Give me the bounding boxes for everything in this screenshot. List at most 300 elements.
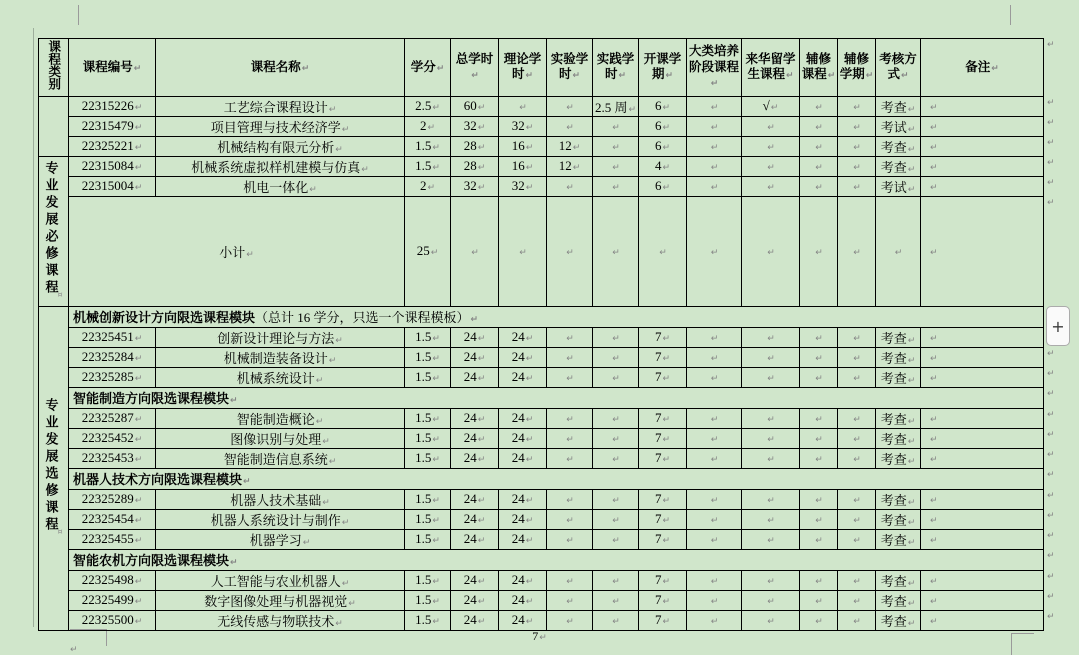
cell-lab[interactable] <box>547 509 593 529</box>
cell-name[interactable] <box>156 136 405 156</box>
cell-empty[interactable] <box>876 196 921 306</box>
category-cell-required[interactable] <box>39 156 69 306</box>
cell-total[interactable] <box>451 590 499 610</box>
cell-theory[interactable] <box>499 590 547 610</box>
cell-minor_course[interactable] <box>800 509 838 529</box>
cell-credits[interactable] <box>405 489 451 509</box>
cell-international[interactable] <box>742 448 800 468</box>
cell-semester[interactable] <box>639 136 687 156</box>
cell-category_training[interactable] <box>687 408 742 428</box>
cell-minor_semester[interactable] <box>838 96 876 116</box>
pilcrow-mark: ↵ <box>827 71 836 82</box>
cell-remark[interactable] <box>921 156 1044 176</box>
cell-theory[interactable] <box>499 96 547 116</box>
cell-theory[interactable] <box>499 136 547 156</box>
cell-practice[interactable] <box>593 176 639 196</box>
cell-semester[interactable] <box>639 448 687 468</box>
cell-lab[interactable] <box>547 428 593 448</box>
pilcrow-mark: ↵ <box>328 355 337 366</box>
cell-practice[interactable] <box>593 367 639 387</box>
cell-international[interactable] <box>742 509 800 529</box>
cell-assessment[interactable] <box>876 408 921 428</box>
cell-category_training[interactable] <box>687 610 742 630</box>
cell-theory[interactable] <box>499 176 547 196</box>
cell-remark[interactable] <box>921 347 1044 367</box>
cell-practice[interactable] <box>593 327 639 347</box>
cell-code[interactable] <box>69 116 156 136</box>
cell-minor_semester[interactable] <box>838 489 876 509</box>
cell-theory[interactable] <box>499 428 547 448</box>
cell-credits[interactable] <box>405 590 451 610</box>
cell-code[interactable] <box>69 610 156 630</box>
cell-international[interactable] <box>742 590 800 610</box>
cell-text: 机械制造装备设计 <box>223 350 328 366</box>
cell-name[interactable] <box>156 428 405 448</box>
cell-name[interactable] <box>156 367 405 387</box>
cell-remark[interactable] <box>921 610 1044 630</box>
cell-practice[interactable] <box>593 96 639 116</box>
cell-category_training[interactable] <box>687 327 742 347</box>
cell-code[interactable] <box>69 176 156 196</box>
cell-theory[interactable] <box>499 156 547 176</box>
cell-total[interactable] <box>451 509 499 529</box>
header-col-2[interactable] <box>156 39 405 97</box>
header-col-1[interactable] <box>69 39 156 97</box>
cell-assessment[interactable] <box>876 529 921 549</box>
cell-credits[interactable] <box>405 509 451 529</box>
cell-practice[interactable] <box>593 529 639 549</box>
cell-theory[interactable] <box>499 367 547 387</box>
cell-assessment[interactable] <box>876 176 921 196</box>
cell-text: 24 <box>463 369 477 385</box>
cell-credits[interactable] <box>405 116 451 136</box>
cell-international[interactable] <box>742 327 800 347</box>
cell-category_training[interactable] <box>687 367 742 387</box>
cell-lab[interactable] <box>547 136 593 156</box>
cell-code[interactable] <box>69 590 156 610</box>
header-col-7[interactable] <box>593 39 639 97</box>
cell-assessment[interactable] <box>876 489 921 509</box>
cell-minor_course[interactable] <box>800 590 838 610</box>
cell-name[interactable] <box>156 327 405 347</box>
cell-remark[interactable] <box>921 448 1044 468</box>
cell-semester[interactable] <box>639 570 687 590</box>
cell-minor_semester[interactable] <box>838 610 876 630</box>
header-col-14[interactable] <box>921 39 1044 97</box>
cell-lab[interactable] <box>547 176 593 196</box>
cell-code[interactable] <box>69 136 156 156</box>
cell-minor_semester[interactable] <box>838 408 876 428</box>
cell-international[interactable] <box>742 428 800 448</box>
cell-text: （总计 16 学分，只选一个课程模板） <box>255 310 470 326</box>
cell-minor_course[interactable] <box>800 367 838 387</box>
cell-total[interactable] <box>451 367 499 387</box>
cell-international[interactable] <box>742 116 800 136</box>
pilcrow-mark: ↵ <box>815 415 823 426</box>
cell-name[interactable] <box>156 590 405 610</box>
cell-practice[interactable] <box>593 136 639 156</box>
cell-semester[interactable] <box>639 489 687 509</box>
cell-practice[interactable] <box>593 509 639 529</box>
cell-assessment[interactable] <box>876 156 921 176</box>
cell-theory[interactable] <box>499 347 547 367</box>
cell-minor_course[interactable] <box>800 448 838 468</box>
cell-remark[interactable] <box>921 428 1044 448</box>
cell-category_training[interactable] <box>687 116 742 136</box>
cell-code[interactable] <box>69 428 156 448</box>
cell-international[interactable] <box>742 610 800 630</box>
cell-assessment[interactable] <box>876 448 921 468</box>
insert-plus-button[interactable]: + <box>1046 306 1070 346</box>
cell-minor_semester[interactable] <box>838 590 876 610</box>
cell-category_training[interactable] <box>687 590 742 610</box>
cell-category_training[interactable] <box>687 489 742 509</box>
cell-minor_semester[interactable] <box>838 428 876 448</box>
cell-code[interactable] <box>69 448 156 468</box>
cell-category_training[interactable] <box>687 156 742 176</box>
cell-assessment[interactable] <box>876 590 921 610</box>
cell-semester[interactable] <box>639 610 687 630</box>
cell-practice[interactable] <box>593 448 639 468</box>
cell-lab[interactable] <box>547 489 593 509</box>
module-title-cell[interactable] <box>69 549 1044 570</box>
cell-name[interactable] <box>156 570 405 590</box>
cell-minor_course[interactable] <box>800 156 838 176</box>
cell-minor_course[interactable] <box>800 136 838 156</box>
cell-international[interactable] <box>742 176 800 196</box>
cell-empty[interactable] <box>593 196 639 306</box>
cell-empty[interactable] <box>451 196 499 306</box>
header-col-11[interactable] <box>800 39 838 97</box>
pilcrow-mark: ↵ <box>907 355 916 366</box>
cell-credits[interactable] <box>405 367 451 387</box>
cell-international[interactable] <box>742 367 800 387</box>
cell-name[interactable] <box>156 509 405 529</box>
cell-theory[interactable] <box>499 610 547 630</box>
pilcrow-mark: ↵ <box>865 71 874 82</box>
cell-category_training[interactable] <box>687 136 742 156</box>
cell-lab[interactable] <box>547 570 593 590</box>
cell-text: 22325287 <box>81 410 134 426</box>
cell-credits[interactable] <box>405 428 451 448</box>
cell-international[interactable] <box>742 489 800 509</box>
cell-semester[interactable] <box>639 428 687 448</box>
cell-name[interactable] <box>156 176 405 196</box>
row-end-pilcrow: ↵ <box>1047 118 1055 128</box>
cell-practice[interactable] <box>593 408 639 428</box>
cell-remark[interactable] <box>921 590 1044 610</box>
cell-practice[interactable] <box>593 610 639 630</box>
cell-international[interactable] <box>742 96 800 116</box>
cell-assessment[interactable] <box>876 570 921 590</box>
module-title-cell[interactable] <box>69 387 1044 408</box>
header-col-3[interactable] <box>405 39 451 97</box>
cell-name[interactable] <box>156 448 405 468</box>
cell-total[interactable] <box>451 96 499 116</box>
cell-total[interactable] <box>451 156 499 176</box>
cell-name[interactable] <box>156 116 405 136</box>
cell-minor_course[interactable] <box>800 96 838 116</box>
cell-credits[interactable] <box>405 448 451 468</box>
cell-minor_semester[interactable] <box>838 116 876 136</box>
cell-code[interactable] <box>69 570 156 590</box>
cell-minor_semester[interactable] <box>838 156 876 176</box>
cell-total[interactable] <box>451 428 499 448</box>
cell-lab[interactable] <box>547 529 593 549</box>
cell-code[interactable] <box>69 96 156 116</box>
cell-practice[interactable] <box>593 347 639 367</box>
cell-code[interactable] <box>69 529 156 549</box>
cell-total[interactable] <box>451 570 499 590</box>
cell-practice[interactable] <box>593 570 639 590</box>
cell-lab[interactable] <box>547 590 593 610</box>
cell-name[interactable] <box>156 408 405 428</box>
cell-minor_semester[interactable] <box>838 347 876 367</box>
cell-practice[interactable] <box>593 156 639 176</box>
cell-code[interactable] <box>69 347 156 367</box>
cell-theory[interactable] <box>499 327 547 347</box>
cell-assessment[interactable] <box>876 509 921 529</box>
cell-minor_semester[interactable] <box>838 327 876 347</box>
cell-lab[interactable] <box>547 156 593 176</box>
cell-assessment[interactable] <box>876 327 921 347</box>
cell-credits[interactable] <box>405 347 451 367</box>
cell-assessment[interactable] <box>876 610 921 630</box>
cell-total[interactable] <box>451 529 499 549</box>
cell-international[interactable] <box>742 529 800 549</box>
cell-empty[interactable] <box>800 196 838 306</box>
cell-text: 2 <box>419 178 427 194</box>
cell-credits[interactable] <box>405 176 451 196</box>
cell-semester[interactable] <box>639 509 687 529</box>
cell-text: 24 <box>463 430 477 446</box>
cell-minor_semester[interactable] <box>838 570 876 590</box>
cell-semester[interactable] <box>639 156 687 176</box>
header-col-13[interactable] <box>876 39 921 97</box>
cell-remark[interactable] <box>921 196 1044 306</box>
cell-empty[interactable] <box>499 196 547 306</box>
cell-credits[interactable] <box>405 327 451 347</box>
cell-credits[interactable] <box>405 408 451 428</box>
cell-code[interactable] <box>69 156 156 176</box>
cell-name[interactable] <box>156 610 405 630</box>
cell-international[interactable] <box>742 156 800 176</box>
cell-remark[interactable] <box>921 570 1044 590</box>
cell-code[interactable] <box>69 509 156 529</box>
cell-minor_course[interactable] <box>800 529 838 549</box>
cell-remark[interactable] <box>921 116 1044 136</box>
cell-credits[interactable] <box>405 136 451 156</box>
cell-name[interactable] <box>156 96 405 116</box>
cell-minor_course[interactable] <box>800 176 838 196</box>
cell-text: 32 <box>511 118 525 134</box>
cell-lab[interactable] <box>547 347 593 367</box>
cell-category_training[interactable] <box>687 529 742 549</box>
header-col-10[interactable] <box>742 39 800 97</box>
cell-theory[interactable] <box>499 116 547 136</box>
module-title-cell[interactable] <box>69 306 1044 327</box>
cell-empty[interactable] <box>838 196 876 306</box>
cell-text: 22315479 <box>81 118 134 134</box>
cell-code[interactable] <box>69 489 156 509</box>
cell-semester[interactable] <box>639 96 687 116</box>
cell-empty[interactable] <box>742 196 800 306</box>
cell-credits[interactable] <box>405 96 451 116</box>
cell-lab[interactable] <box>547 448 593 468</box>
cell-theory[interactable] <box>499 489 547 509</box>
cell-semester[interactable] <box>639 176 687 196</box>
cell-lab[interactable] <box>547 610 593 630</box>
cell-assessment[interactable] <box>876 428 921 448</box>
cell-text: 7 <box>654 572 662 588</box>
cell-total[interactable] <box>451 448 499 468</box>
cell-category_training[interactable] <box>687 96 742 116</box>
cell-total[interactable] <box>451 489 499 509</box>
cell-semester[interactable] <box>639 529 687 549</box>
pilcrow-mark: ↵ <box>572 71 581 82</box>
cell-code[interactable] <box>69 327 156 347</box>
pilcrow-mark: ↵ <box>815 103 823 114</box>
cell-lab[interactable] <box>547 96 593 116</box>
cell-total[interactable] <box>451 136 499 156</box>
header-col-9[interactable] <box>687 39 742 97</box>
category-cell-elective[interactable] <box>39 306 69 630</box>
cell-minor_course[interactable] <box>800 428 838 448</box>
cell-lab[interactable] <box>547 327 593 347</box>
cell-theory[interactable] <box>499 529 547 549</box>
cell-text: 考查 <box>880 139 907 155</box>
cell-remark[interactable] <box>921 408 1044 428</box>
cell-remark[interactable] <box>921 136 1044 156</box>
cell-credits[interactable] <box>405 196 451 306</box>
pilcrow-mark: ↵ <box>566 354 574 365</box>
cell-minor_course[interactable] <box>800 489 838 509</box>
cell-theory[interactable] <box>499 509 547 529</box>
cell-text: 16 <box>511 138 525 154</box>
header-col-4[interactable] <box>451 39 499 97</box>
cell-subtotal-label[interactable] <box>69 196 405 306</box>
cell-assessment[interactable] <box>876 367 921 387</box>
category-cell-continued[interactable] <box>39 96 69 156</box>
cell-minor_semester[interactable] <box>838 529 876 549</box>
cell-category_training[interactable] <box>687 347 742 367</box>
cell-international[interactable] <box>742 570 800 590</box>
cell-practice[interactable] <box>593 590 639 610</box>
cell-remark[interactable] <box>921 176 1044 196</box>
cell-category_training[interactable] <box>687 448 742 468</box>
cell-theory[interactable] <box>499 570 547 590</box>
pilcrow-mark: ↵ <box>612 597 620 608</box>
cell-minor_course[interactable] <box>800 116 838 136</box>
cell-total[interactable] <box>451 347 499 367</box>
row-end-pilcrow: ↵ <box>1047 178 1055 188</box>
cell-name[interactable] <box>156 156 405 176</box>
cell-total[interactable] <box>451 176 499 196</box>
cell-remark[interactable] <box>921 489 1044 509</box>
cell-credits[interactable] <box>405 610 451 630</box>
cell-assessment[interactable] <box>876 347 921 367</box>
header-col-0[interactable] <box>39 39 69 97</box>
cell-practice[interactable] <box>593 489 639 509</box>
cell-credits[interactable] <box>405 570 451 590</box>
cell-empty[interactable] <box>547 196 593 306</box>
cell-remark[interactable] <box>921 529 1044 549</box>
cell-remark[interactable] <box>921 327 1044 347</box>
cell-credits[interactable] <box>405 529 451 549</box>
cell-total[interactable] <box>451 408 499 428</box>
cell-minor_semester[interactable] <box>838 448 876 468</box>
cell-category_training[interactable] <box>687 509 742 529</box>
cell-semester[interactable] <box>639 590 687 610</box>
pilcrow-mark: ↵ <box>525 71 534 82</box>
cell-code[interactable] <box>69 408 156 428</box>
header-col-12[interactable] <box>838 39 876 97</box>
cell-empty[interactable] <box>687 196 742 306</box>
cell-category_training[interactable] <box>687 176 742 196</box>
cell-semester[interactable] <box>639 408 687 428</box>
cell-minor_course[interactable] <box>800 327 838 347</box>
header-col-8[interactable] <box>639 39 687 97</box>
header-col-6[interactable] <box>547 39 593 97</box>
course-row <box>39 347 1044 367</box>
cell-lab[interactable] <box>547 116 593 136</box>
cell-name[interactable] <box>156 529 405 549</box>
cell-credits[interactable] <box>405 156 451 176</box>
cell-theory[interactable] <box>499 448 547 468</box>
cell-remark[interactable] <box>921 509 1044 529</box>
cell-international[interactable] <box>742 408 800 428</box>
cell-semester[interactable] <box>639 367 687 387</box>
cell-lab[interactable] <box>547 367 593 387</box>
header-col-5[interactable] <box>499 39 547 97</box>
cell-minor_semester[interactable] <box>838 367 876 387</box>
cell-semester[interactable] <box>639 347 687 367</box>
cell-remark[interactable] <box>921 367 1044 387</box>
cell-lab[interactable] <box>547 408 593 428</box>
cell-minor_course[interactable] <box>800 570 838 590</box>
pilcrow-mark: ↵ <box>853 354 861 365</box>
cell-theory[interactable] <box>499 408 547 428</box>
cell-name[interactable] <box>156 489 405 509</box>
cell-category_training[interactable] <box>687 428 742 448</box>
cell-total[interactable] <box>451 327 499 347</box>
cell-assessment[interactable] <box>876 136 921 156</box>
cell-code[interactable] <box>69 367 156 387</box>
cell-name[interactable] <box>156 347 405 367</box>
cell-practice[interactable] <box>593 116 639 136</box>
cell-text: 4 <box>654 158 662 174</box>
cell-remark[interactable] <box>921 96 1044 116</box>
cell-assessment[interactable] <box>876 96 921 116</box>
cell-minor_course[interactable] <box>800 610 838 630</box>
cell-semester[interactable] <box>639 116 687 136</box>
cell-assessment[interactable] <box>876 116 921 136</box>
cell-international[interactable] <box>742 347 800 367</box>
cell-total[interactable] <box>451 116 499 136</box>
cell-minor_course[interactable] <box>800 408 838 428</box>
cell-category_training[interactable] <box>687 570 742 590</box>
cell-semester[interactable] <box>639 327 687 347</box>
cell-minor_course[interactable] <box>800 347 838 367</box>
cell-total[interactable] <box>451 610 499 630</box>
cell-empty[interactable] <box>639 196 687 306</box>
cell-minor_semester[interactable] <box>838 136 876 156</box>
module-title-cell[interactable] <box>69 468 1044 489</box>
cell-practice[interactable] <box>593 428 639 448</box>
cell-minor_semester[interactable] <box>838 176 876 196</box>
cell-international[interactable] <box>742 136 800 156</box>
cell-minor_semester[interactable] <box>838 509 876 529</box>
